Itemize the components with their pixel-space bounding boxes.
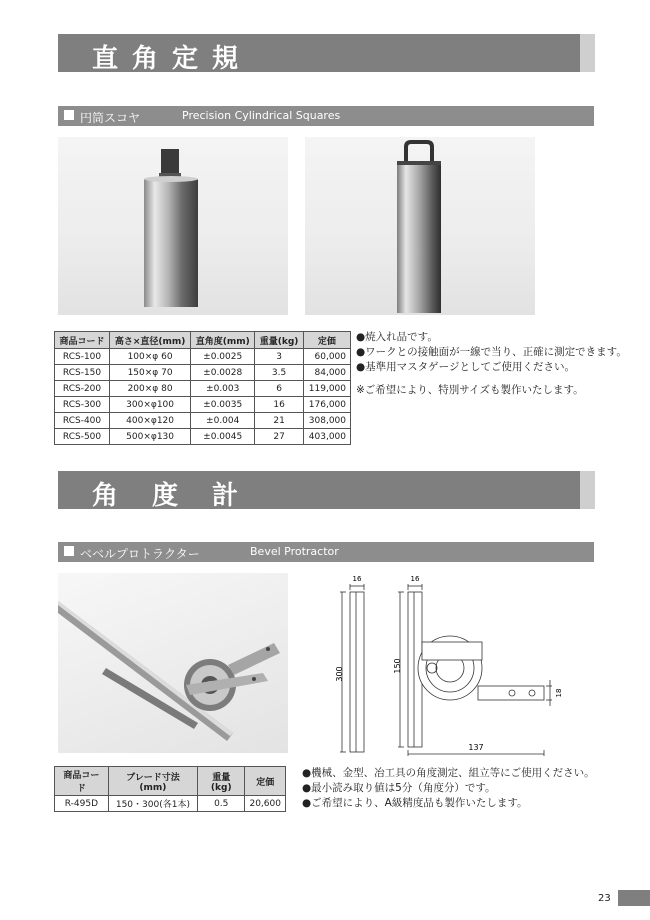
note-line: ●最小読み取り値は5分（角度分）です。 bbox=[302, 782, 496, 794]
cylinder-image bbox=[58, 137, 288, 315]
table-cell: 3 bbox=[255, 349, 304, 365]
table-cell: 6 bbox=[255, 381, 304, 397]
note-spacer bbox=[356, 375, 627, 383]
table-header: 定価 bbox=[303, 332, 350, 349]
cylindrical-square-photo-1 bbox=[58, 137, 288, 315]
table-cell: ±0.0028 bbox=[191, 365, 255, 381]
section2-title: 角度計 bbox=[92, 481, 273, 511]
protractor-image bbox=[58, 573, 288, 753]
table-row bbox=[55, 796, 286, 812]
table-cell: RCS-150 bbox=[55, 365, 110, 381]
table-row bbox=[55, 413, 351, 429]
dim-height-left: 300 bbox=[335, 666, 344, 682]
cylinder-handle-image bbox=[305, 137, 535, 315]
table-cell: 60,000 bbox=[303, 349, 350, 365]
note-line: ●機械、金型、冶工具の角度測定、組立等にご使用ください。 bbox=[302, 767, 595, 779]
table-cell: 100×φ 60 bbox=[110, 349, 191, 365]
dim-blade: 18 bbox=[555, 688, 563, 698]
table-header: ブレード寸法(mm) bbox=[108, 767, 197, 796]
table-cell: 150×φ 70 bbox=[110, 365, 191, 381]
table-cell: RCS-100 bbox=[55, 349, 110, 365]
table-cell: RCS-500 bbox=[55, 429, 110, 445]
table-cell: 176,000 bbox=[303, 397, 350, 413]
table-row bbox=[55, 381, 351, 397]
section1-title: 直角定規 bbox=[92, 44, 253, 74]
note-line: ●ワークとの接触面が一線で当り、正確に測定できます。 bbox=[356, 346, 627, 358]
table-header: 定価 bbox=[245, 767, 286, 796]
section1-notes bbox=[356, 330, 627, 398]
table-cell: RCS-200 bbox=[55, 381, 110, 397]
dimension-drawing bbox=[300, 570, 590, 760]
table-cell: 84,000 bbox=[303, 365, 350, 381]
cylindrical-square-spec-table bbox=[54, 331, 351, 445]
table-cell: 21 bbox=[255, 413, 304, 429]
table-cell: 400×φ120 bbox=[110, 413, 191, 429]
table-row bbox=[55, 397, 351, 413]
technical-drawing bbox=[300, 570, 590, 760]
table-cell: 27 bbox=[255, 429, 304, 445]
square-bullet-icon bbox=[64, 110, 74, 120]
table-header: 商品コード bbox=[55, 332, 110, 349]
section2-subtitle-bar bbox=[58, 542, 594, 562]
table-cell: 403,000 bbox=[303, 429, 350, 445]
section1-subtitle-bar bbox=[58, 106, 594, 126]
section2-subtitle-jp: ベベルプロトラクター bbox=[80, 547, 200, 561]
section2-subtitle-en: Bevel Protractor bbox=[250, 545, 339, 558]
square-bullet-icon bbox=[64, 546, 74, 556]
table-cell: ±0.0025 bbox=[191, 349, 255, 365]
table-header: 直角度(mm) bbox=[191, 332, 255, 349]
section2-notes bbox=[302, 766, 595, 811]
page-number: 23 bbox=[598, 893, 611, 904]
table-header: 高さ×直径(mm) bbox=[110, 332, 191, 349]
dim-bottom: 137 bbox=[468, 743, 484, 752]
table-header: 重量(kg) bbox=[198, 767, 245, 796]
table-cell: ±0.0035 bbox=[191, 397, 255, 413]
table-cell: 300×φ100 bbox=[110, 397, 191, 413]
table-cell: 500×φ130 bbox=[110, 429, 191, 445]
table-cell: 3.5 bbox=[255, 365, 304, 381]
table-cell: 0.5 bbox=[198, 796, 245, 812]
table-cell: 200×φ 80 bbox=[110, 381, 191, 397]
table-cell: ±0.004 bbox=[191, 413, 255, 429]
table-cell: RCS-400 bbox=[55, 413, 110, 429]
note-line: ●焼入れ品です。 bbox=[356, 331, 438, 343]
table-cell: 119,000 bbox=[303, 381, 350, 397]
note-line: ●基準用マスタゲージとしてご使用ください。 bbox=[356, 361, 575, 373]
section1-subtitle-jp: 円筒スコヤ bbox=[80, 111, 141, 125]
note-line: ※ご希望により、特別サイズも製作いたします。 bbox=[356, 384, 584, 396]
table-row bbox=[55, 429, 351, 445]
bevel-protractor-spec-table bbox=[54, 766, 286, 812]
table-cell: 308,000 bbox=[303, 413, 350, 429]
table-cell: ±0.003 bbox=[191, 381, 255, 397]
table-cell: 150・300(各1本) bbox=[108, 796, 197, 812]
cylindrical-square-photo-2 bbox=[305, 137, 535, 315]
dim-width-left: 16 bbox=[352, 575, 362, 583]
note-line: ●ご希望により、A級精度品も製作いたします。 bbox=[302, 797, 528, 809]
table-cell: RCS-300 bbox=[55, 397, 110, 413]
bevel-protractor-photo bbox=[58, 573, 288, 753]
section1-subtitle-en: Precision Cylindrical Squares bbox=[182, 109, 341, 122]
table-row bbox=[55, 349, 351, 365]
dim-width-right: 16 bbox=[410, 575, 420, 583]
table-header: 商品コード bbox=[55, 767, 109, 796]
page-number-bar bbox=[618, 890, 650, 906]
table-cell: R-495D bbox=[55, 796, 109, 812]
table-row bbox=[55, 365, 351, 381]
dim-height-right: 150 bbox=[393, 658, 402, 674]
table-cell: 16 bbox=[255, 397, 304, 413]
table-cell: 20,600 bbox=[245, 796, 286, 812]
table-cell: ±0.0045 bbox=[191, 429, 255, 445]
table-header: 重量(kg) bbox=[255, 332, 304, 349]
